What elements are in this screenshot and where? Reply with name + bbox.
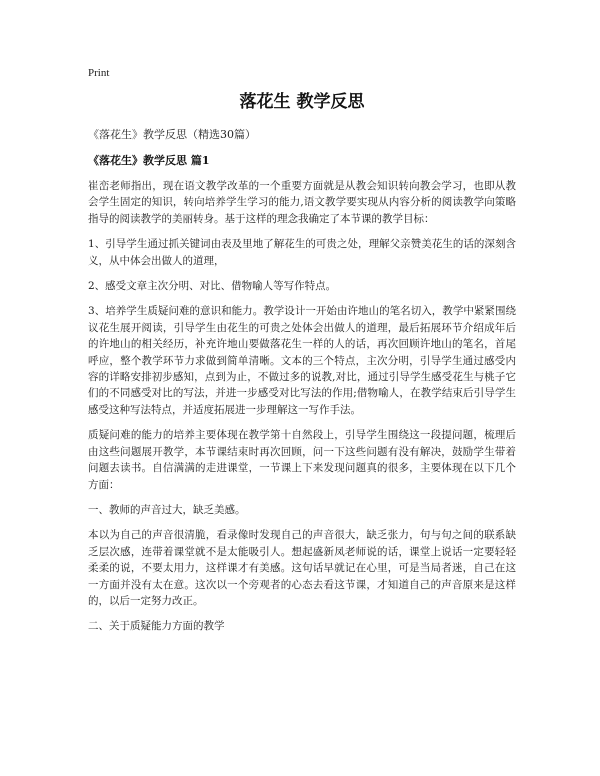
paragraph-goal-2: 2、感受文章主次分明、对比、借物喻人等写作特点。 — [88, 280, 337, 293]
paragraph-point-2-heading: 二、关于质疑能力方面的教学 — [88, 620, 225, 633]
paragraph-point-1-heading: 一、教师的声音过大，缺乏美感。 — [88, 503, 246, 516]
document-title: 落花生 教学反思 — [239, 92, 365, 112]
section-heading: 《落花生》教学反思 篇1 — [88, 154, 210, 167]
document-subtitle: 《落花生》教学反思（精选30篇） — [88, 128, 256, 141]
paragraph-goal-3: 3、培养学生质疑问难的意识和能力。教学设计一开始由许地山的笔名切入，教学中紧紧围绕议花生展开阅读，引导学生由花生的可贵之处体会出做人的道理，最后拓展环节介绍成年后的许地山的相关经历，补充许地山要做落花生一样的人的话，再次回顾许地山的笔名，首尾呼应，整个教学环节力求做到简单清晰。文本的三个特点，主次分明，引导学生通过感受内容的详略安排初步感知，点到为止，不做过多的说教,对比，通过引导学生感受花生与桃子它们的不同感受对比的写法，并进一步感受对比写法的作用;借物喻人，在教学结束后引导学生感受这种写法特点，并适度拓展进一步理解这一写作手法。 — [88, 305, 516, 416]
paragraph-questioning: 质疑问难的能力的培养主要体现在教学第十自然段上，引导学生围绕这一段提问题，梳理后由这些问题展开教学，本节课结束时再次回顾，问一下这些问题有没有解决，鼓励学生带着问题去读书。自信满满的走进课堂，一节课上下来发现问题真的很多，主要体现在以下几个方面： — [88, 429, 516, 491]
paragraph-point-1-body: 本以为自己的声音很清脆，看录像时发现自己的声音很大，缺乏张力，句与句之间的联系缺乏层次感，连带着课堂就不是太能吸引人。想起盛新凤老师说的话，课堂上说话一定要轻轻柔柔的说，不要太用力，这样课才有美感。这句话早就记在心里，可是当局者迷，自己在这一方面并没有太在意。这次以一个旁观者的心态去看这节课，才知道自己的声音原来是这样的，以后一定努力改正。 — [88, 529, 516, 607]
paragraph-goal-1: 1、引导学生通过抓关键词由表及里地了解花生的可贵之处，理解父亲赞美花生的话的深刻含义，从中体会出做人的道理， — [88, 238, 516, 267]
print-label[interactable]: Print — [88, 67, 110, 79]
document-page — [88, 66, 516, 644]
paragraph-intro: 崔峦老师指出，现在语文教学改革的一个重要方面就是从教会知识转向教会学习，也即从教会学生固定的知识，转向培养学生学习的能力,语文教学要实现从内容分析的阅读教学向策略指导的阅读教学的美丽转身。基于这样的理念我确定了本节课的教学目标： — [88, 180, 516, 225]
